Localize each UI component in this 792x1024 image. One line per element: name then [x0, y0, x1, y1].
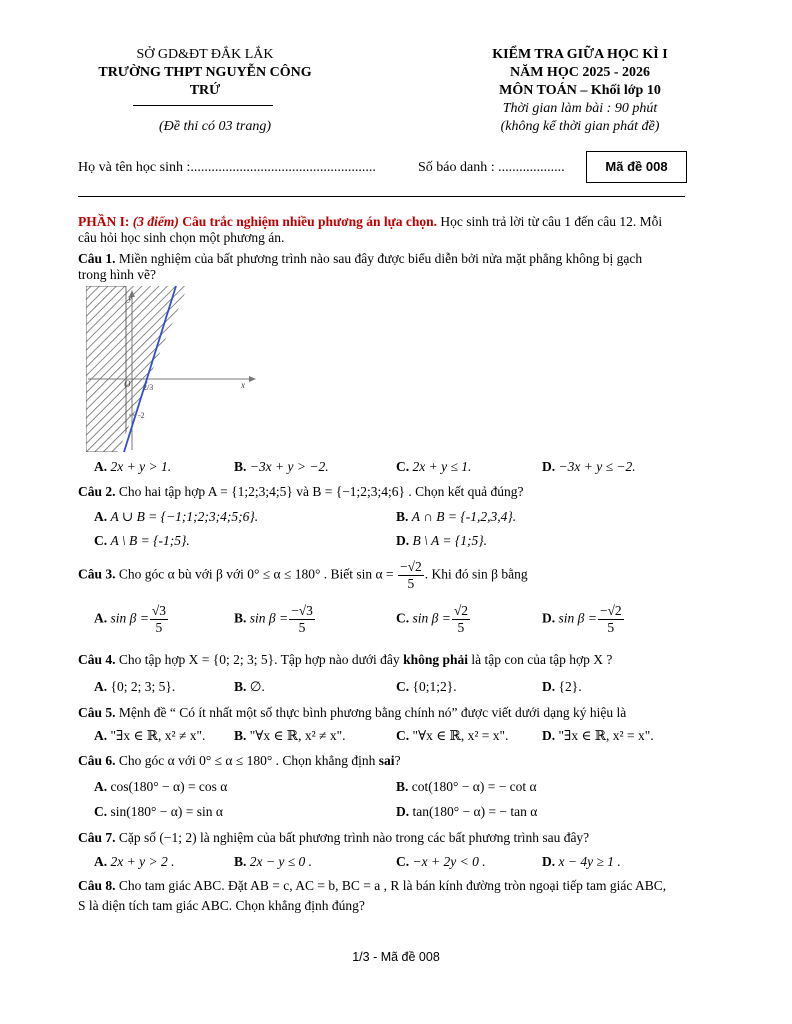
- q2-option-c[interactable]: C. A \ B = {-1;5}.: [94, 533, 190, 548]
- q6-option-c[interactable]: C. sin(180° − α) = sin α: [94, 804, 223, 819]
- q8-text2: S là diện tích tam giác ABC. Chọn khẳng định đúng?: [78, 898, 365, 913]
- q5-option-b[interactable]: B. "∀x ∈ ℝ, x² ≠ x".: [234, 728, 346, 743]
- q5-option-c[interactable]: C. "∀x ∈ ℝ, x² = x".: [396, 728, 509, 743]
- exam-code-box: Mã đề 008: [586, 151, 687, 183]
- q7-option-b[interactable]: B. 2x − y ≤ 0 .: [234, 854, 313, 869]
- q2-text: Câu 2. Cho hai tập hợp A = {1;2;3;4;5} và B = {−1;2;3;4;6} . Chọn kết quả đúng?: [78, 484, 524, 499]
- q7-label: Câu 7.: [78, 830, 116, 845]
- header-rule: [78, 196, 685, 197]
- q1-x-label: x: [241, 380, 245, 390]
- q4-option-c[interactable]: C. {0;1;2}.: [396, 679, 457, 694]
- q5-option-d[interactable]: D. "∃x ∈ ℝ, x² = x".: [542, 728, 654, 743]
- q1-y-tick-label: -2: [138, 411, 145, 420]
- part1-heading: Câu trắc nghiệm nhiều phương án lựa chọn.: [182, 214, 437, 229]
- q2-option-a[interactable]: A. A ∪ B = {−1;1;2;3;4;5;6}.: [94, 509, 259, 524]
- q1-y-label: y: [128, 293, 132, 303]
- q6-option-d[interactable]: D. tan(180° − α) = − tan α: [396, 804, 538, 819]
- student-name-field: Họ và tên học sinh :.....................................................: [78, 160, 376, 175]
- q5-option-a[interactable]: A. "∃x ∈ ℝ, x² ≠ x".: [94, 728, 206, 743]
- exam-title: KIỂM TRA GIỮA HỌC KÌ I: [492, 47, 668, 62]
- part1-title: PHẦN I:: [78, 214, 130, 229]
- q1-origin-label: O: [124, 379, 131, 389]
- part1-points: (3 điểm): [132, 214, 179, 229]
- department-name: SỞ GD&ĐT ĐẮK LẮK: [136, 47, 274, 62]
- q4-label: Câu 4.: [78, 652, 116, 667]
- duration: Thời gian làm bài : 90 phút: [502, 101, 658, 116]
- q1-option-c[interactable]: C. 2x + y ≤ 1.: [396, 459, 472, 474]
- q8-text: Câu 8. Cho tam giác ABC. Đặt AB = c, AC = b, BC = a , R là bán kính đường tròn ngoại tiếp tam giác ABC,: [78, 878, 667, 893]
- header-right: [460, 46, 700, 136]
- q6-label: Câu 6.: [78, 753, 116, 768]
- school-year: NĂM HỌC 2025 - 2026: [510, 65, 650, 80]
- q4-option-b[interactable]: B. ∅.: [234, 679, 265, 694]
- q7-option-d[interactable]: D. x − 4y ≥ 1 .: [542, 854, 621, 869]
- q1-option-a[interactable]: A. 2x + y > 1.: [94, 459, 172, 474]
- q4-text: Câu 4. Cho tập hợp X = {0; 2; 3; 5}. Tập hợp nào dưới đây không phải là tập con của tập hợp X ?: [78, 652, 613, 667]
- subject: MÔN TOÁN – Khối lớp 10: [499, 83, 661, 98]
- q3-option-b[interactable]: B. sin β = $\frac{-√3}{5}$: [234, 603, 313, 635]
- q1-x-arrow: [249, 376, 256, 382]
- q1-graph: [86, 282, 266, 462]
- q7-option-c[interactable]: C. −x + 2y < 0 .: [396, 854, 486, 869]
- q1-option-b[interactable]: B. −3x + y > −2.: [234, 459, 329, 474]
- header-divider: [133, 105, 273, 106]
- q3-text: Câu 3. Cho góc α bù với β với 0° ≤ α ≤ 180° . Biết sin α = $\frac{-√2}{5}$ . Khi đó sin β bằng: [78, 559, 528, 591]
- school-name: TRƯỜNG THPT NGUYỄN CÔNG TRỨ: [98, 65, 312, 98]
- q8-label: Câu 8.: [78, 878, 116, 893]
- q1-text: [78, 250, 642, 268]
- q6-text: Câu 6. Cho góc α với 0° ≤ α ≤ 180° . Chọn khẳng định sai?: [78, 753, 401, 768]
- q4-option-d[interactable]: D. {2}.: [542, 679, 582, 694]
- q1-x-tick-label: 2/3: [143, 383, 154, 392]
- part1-instr1: Học sinh trả lời từ câu 1 đến câu 12. Mỗi: [440, 214, 663, 229]
- q5-text: Câu 5. Mệnh đề “ Có ít nhất một số thực bình phương bằng chính nó” được viết dưới dạng ký hiệu là: [78, 705, 627, 720]
- q2-option-d[interactable]: D. B \ A = {1;5}.: [396, 533, 488, 548]
- q1-option-d[interactable]: D. −3x + y ≤ −2.: [542, 459, 636, 474]
- q4-option-a[interactable]: A. {0; 2; 3; 5}.: [94, 679, 176, 694]
- page-count-note: (Đề thi có 03 trang): [159, 119, 271, 134]
- q3-option-c[interactable]: C. sin β = $\frac{√2}{5}$: [396, 603, 469, 635]
- q2-label: Câu 2.: [78, 484, 116, 499]
- q1-text1: Miền nghiệm của bất phương trình nào sau đây được biểu diễn bởi nửa mặt phẳng không bị gạch: [118, 251, 643, 266]
- page-footer: 1/3 - Mã đề 008: [352, 950, 440, 964]
- q3-option-d[interactable]: D. sin β = $\frac{-√2}{5}$: [542, 603, 622, 635]
- q2-option-b[interactable]: B. A ∩ B = {-1,2,3,4}.: [396, 509, 517, 524]
- q3-label: Câu 3.: [78, 566, 116, 582]
- student-id-field: Số báo danh : ...................: [418, 160, 565, 175]
- q1-label: Câu 1.: [78, 251, 116, 266]
- q7-text: Câu 7. Cặp số (−1; 2) là nghiệm của bất phương trình nào trong các bất phương trình sau đây?: [78, 830, 590, 845]
- q6-option-a[interactable]: A. cos(180° − α) = cos α: [94, 779, 228, 794]
- q5-label: Câu 5.: [78, 705, 116, 720]
- q3-option-a[interactable]: A. sin β = $\frac{√3}{5}$: [94, 603, 167, 635]
- q6-option-b[interactable]: B. cot(180° − α) = − cot α: [396, 779, 537, 794]
- q1-text2: trong hình vẽ?: [78, 267, 156, 282]
- part1-instr2: câu hỏi học sinh chọn một phương án.: [78, 230, 285, 245]
- q1-hatched-region: [86, 286, 196, 452]
- header-left: [90, 46, 320, 100]
- q7-option-a[interactable]: A. 2x + y > 2 .: [94, 854, 175, 869]
- duration-note: (không kể thời gian phát đề): [500, 119, 660, 134]
